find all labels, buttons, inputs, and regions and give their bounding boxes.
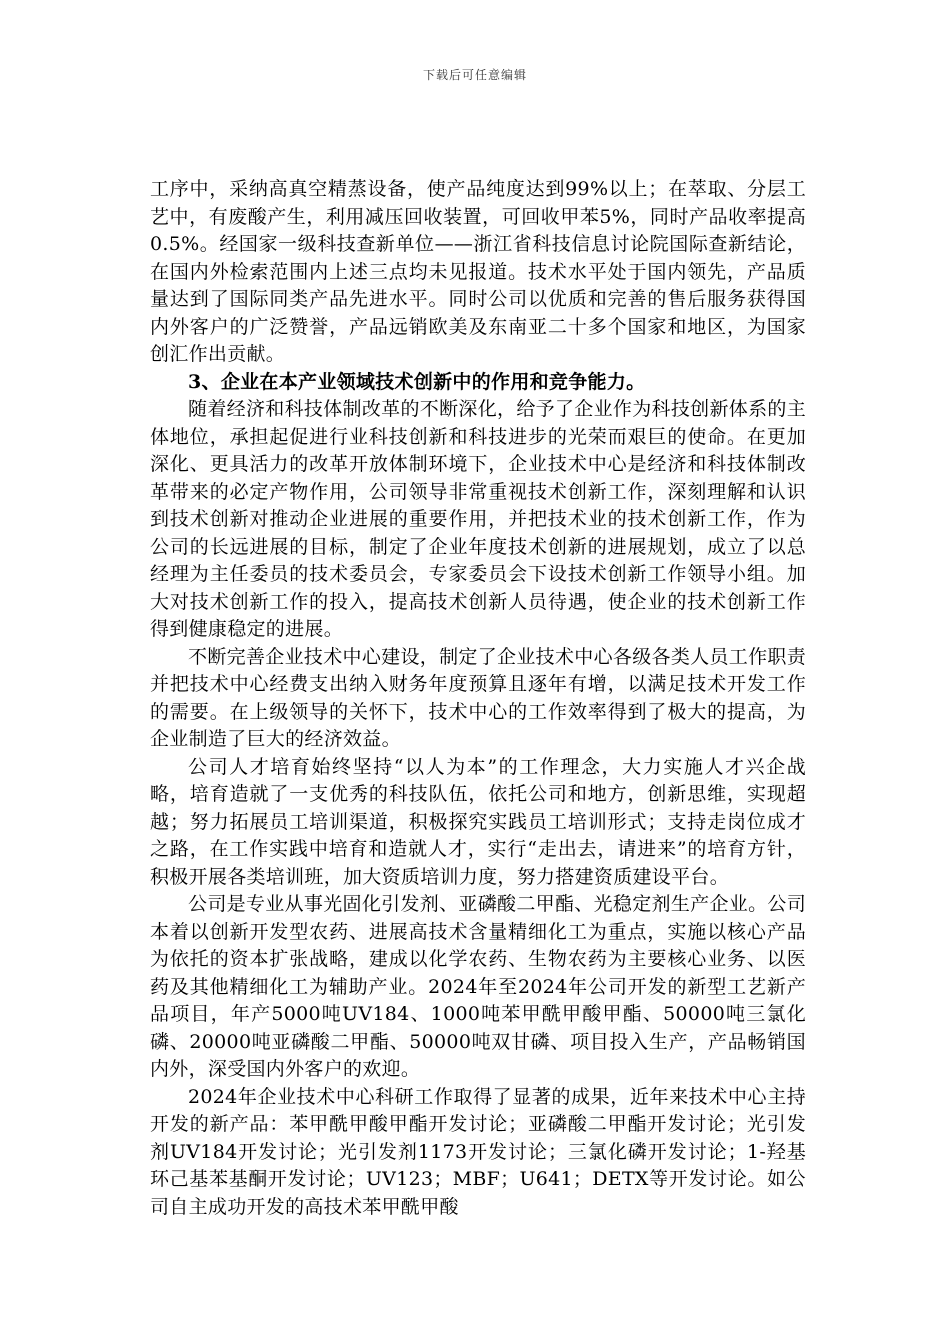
section-heading-3: 3、企业在本产业领域技术创新中的作用和竞争能力。 [188,370,646,393]
header-note: 下载后可任意编辑 [422,68,527,82]
paragraph-5: 2024年企业技术中心科研工作取得了显著的成果，近年来技术中心主持开发的新产品：苯甲酰甲酸甲酯开发讨论；亚磷酸二甲酯开发讨论；光引发剂UV184开发讨论；光引发剂1173开发讨论；三氯化磷开发讨论；1-羟基环己基苯基酮开发讨论；UV123；MBF；U641；DETX等开发讨论。如公司自主成功开发的高技术苯甲酰甲酸 [150,1085,806,1218]
paragraph-1: 随着经济和科技体制改革的不断深化，给予了企业作为科技创新体系的主体地位，承担起促进行业科技创新和科技进步的光荣而艰巨的使命。在更加深化、更具活力的改革开放体制环境下，企业技术中心是经济和科技体制改革带来的必定产物作用，公司领导非常重视技术创新工作，深刻理解和认识到技术创新对推动企业进展的重要作用，并把技术业的技术创新工作，作为公司的长远进展的目标，制定了企业年度技术创新的进展规划，成立了以总经理为主任委员的技术委员会，专家委员会下设技术创新工作领导小组。加大对技术创新工作的投入，提高技术创新人员待遇，使企业的技术创新工作得到健康稳定的进展。 [150,398,806,640]
paragraph-2: 不断完善企业技术中心建设，制定了企业技术中心各级各类人员工作职责并把技术中心经费支出纳入财务年度预算且逐年有增，以满足技术开发工作的需要。在上级领导的关怀下，技术中心的工作效率得到了极大的提高，为企业制造了巨大的经济效益。 [150,645,806,750]
paragraph-continued: 工序中，采纳高真空精蒸设备，使产品纯度达到99%以上；在萃取、分层工艺中，有废酸产生，利用减压回收装置，可回收甲苯5%，同时产品收率提高0.5%。经国家一级科技查新单位——浙江省科技信息讨论院国际查新结论，在国内外检索范围内上述三点均未见报道。技术水平处于国内领先，产品质量达到了国际同类产品先进水平。同时公司以优质和完善的售后服务获得国内外客户的广泛赞誉，产品远销欧美及东南亚二十多个国家和地区，为国家创汇作出贡献。 [150,178,806,365]
paragraph-4: 公司是专业从事光固化引发剂、亚磷酸二甲酯、光稳定剂生产企业。公司本着以创新开发型农药、进展高技术含量精细化工为重点，实施以核心产品为依托的资本扩张战略，建成以化学农药、生物农药为主要核心业务、以医药及其他精细化工为辅助产业。2024年至2024年公司开发的新型工艺新产品项目，年产5000吨UV184、1000吨苯甲酰甲酸甲酯、50000吨三氯化磷、20000吨亚磷酸二甲酯、50000吨双甘磷、项目投入生产，产品畅销国内外，深受国内外客户的欢迎。 [150,893,806,1080]
document-body [150,176,806,1221]
paragraph-3: 公司人才培育始终坚持“以人为本”的工作理念，大力实施人才兴企战略，培育造就了一支优秀的科技队伍，依托公司和地方，创新思维，实现超越；努力拓展员工培训渠道，积极探究实践员工培训形式；支持走岗位成才之路，在工作实践中培育和造就人才，实行“走出去，请进来”的培育方针，积极开展各类培训班，加大资质培训力度，努力搭建资质建设平台。 [150,755,806,888]
